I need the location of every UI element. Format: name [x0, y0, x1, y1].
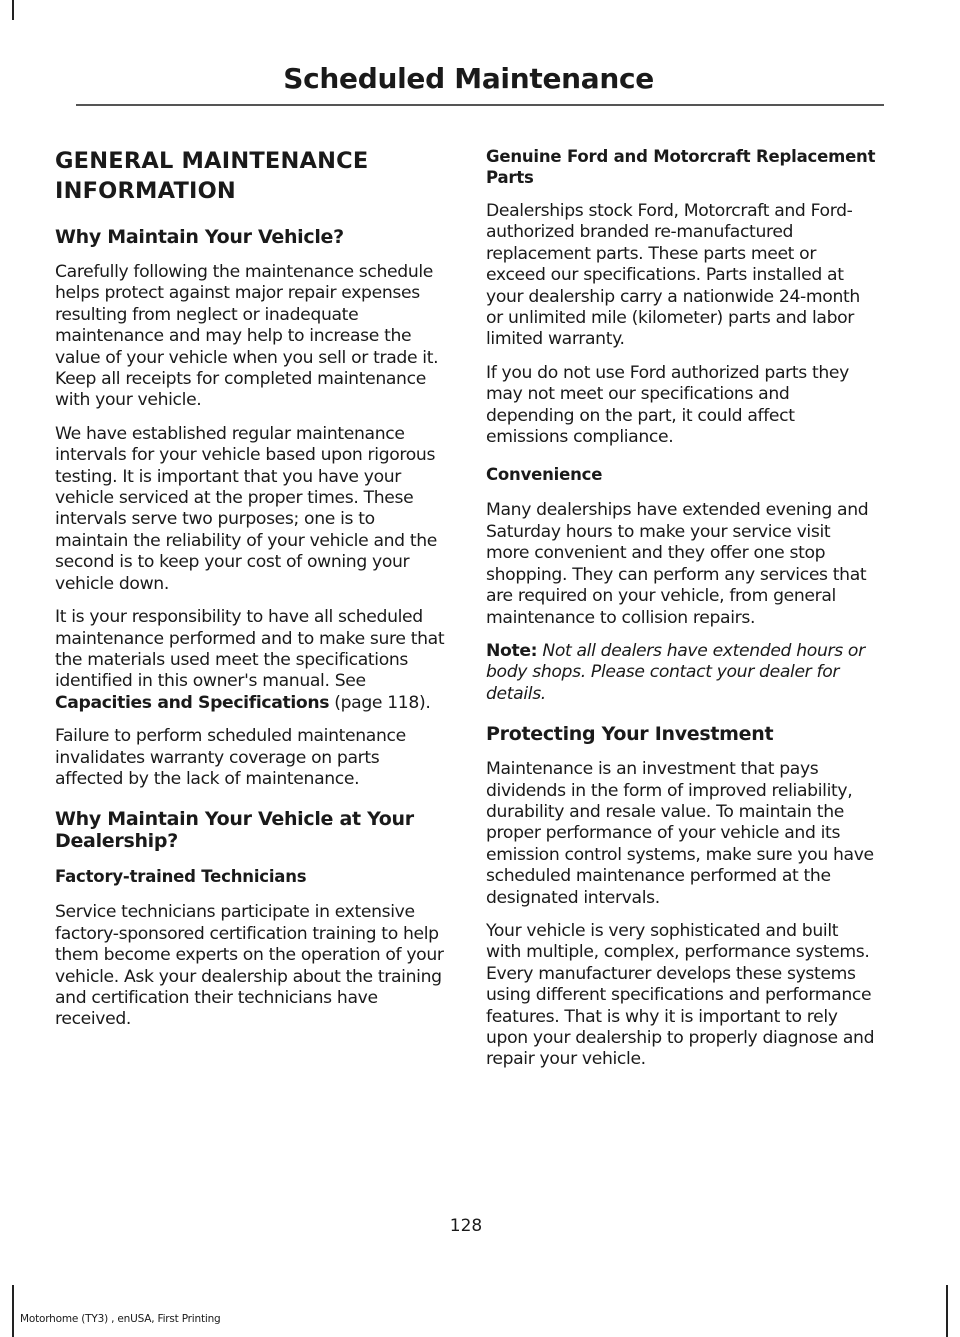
crop-mark [12, 1285, 14, 1337]
left-column [55, 146, 447, 1043]
page-number: 128 [449, 1216, 483, 1236]
page-header-title: Scheduled Maintenance [283, 62, 654, 95]
paragraph-responsibility [55, 607, 447, 714]
section-heading-line1: GENERAL MAINTENANCE [55, 148, 369, 174]
convenience-heading: Convenience [486, 465, 603, 485]
section-heading [55, 146, 447, 206]
note-label: Note: [486, 640, 538, 661]
paragraph: Many dealerships have extended evening and Saturday hours to make your service visit more convenient and they offer one stop shopping. They can perform any services that are required on your vehicle, from general maintenance to collision repairs. [486, 500, 869, 628]
paragraph: Dealerships stock Ford, Motorcraft and Ford-authorized branded re-manufactured replacement parts. These parts meet or exceed our specifications. Parts installed at your dealership carry a nationwide 24-month or unlimited mile (kilometer) parts and labor limited warranty. [486, 201, 860, 350]
paragraph: Service technicians participate in extensive factory-sponsored certification training to help them become experts on the operation of your vehicle. Ask your dealership about the training and certification their technicians have received. [55, 902, 444, 1030]
section-heading-line2: INFORMATION [55, 178, 236, 204]
paragraph: Carefully following the maintenance schedule helps protect against major repair expenses resulting from neglect or inadequate maintenance and may help to increase the value of your vehicle when you sell or trade it. Keep all receipts for completed maintenance with your vehicle. [55, 262, 439, 411]
right-column [486, 146, 878, 1083]
technicians-heading: Factory-trained Technicians [55, 867, 307, 887]
paragraph: If you do not use Ford authorized parts they may not meet our specifications and depending on the part, it could affect emissions compliance. [486, 362, 849, 448]
paragraph-text: It is your responsibility to have all scheduled maintenance performed and to make sure that the materials used meet the specifications identified in this owner's manual. See [55, 607, 445, 692]
parts-heading: Genuine Ford and Motorcraft Replacement Parts [486, 147, 876, 187]
capacities-link[interactable]: Capacities and Specifications [55, 692, 330, 713]
header-divider [76, 104, 884, 106]
why-maintain-heading: Why Maintain Your Vehicle? [55, 226, 344, 248]
crop-mark [12, 0, 14, 20]
paragraph: Failure to perform scheduled maintenance invalidates warranty coverage on parts affected by the lack of maintenance. [55, 726, 406, 789]
paragraph: Your vehicle is very sophisticated and built with multiple, complex, performance systems. Every manufacturer develops these systems using different specifications and performance features. That is why it is important to rely upon your dealership to properly diagnose and repair your vehicle. [486, 920, 875, 1070]
page-reference: (page 118). [329, 692, 431, 713]
crop-mark [946, 1285, 948, 1337]
note-text: Not all dealers have extended hours or body shops. Please contact your dealer for details. [486, 640, 865, 704]
note [486, 641, 878, 705]
paragraph: We have established regular maintenance intervals for your vehicle based upon rigorous testing. It is important that you have your vehicle serviced at the proper times. These intervals serve two purposes; one is to maintain the reliability of your vehicle and the second is to keep your cost of owning your vehicle down. [55, 423, 437, 594]
investment-heading: Protecting Your Investment [486, 723, 774, 746]
dealership-heading: Why Maintain Your Vehicle at Your Dealership? [55, 808, 414, 853]
footer-edition: Motorhome (TY3) , enUSA, First Printing [20, 1313, 221, 1325]
paragraph: Maintenance is an investment that pays dividends in the form of improved reliability, durability and resale value. To maintain the proper performance of your vehicle and its emission control systems, make sure you have scheduled maintenance performed at the designated intervals. [486, 759, 874, 908]
